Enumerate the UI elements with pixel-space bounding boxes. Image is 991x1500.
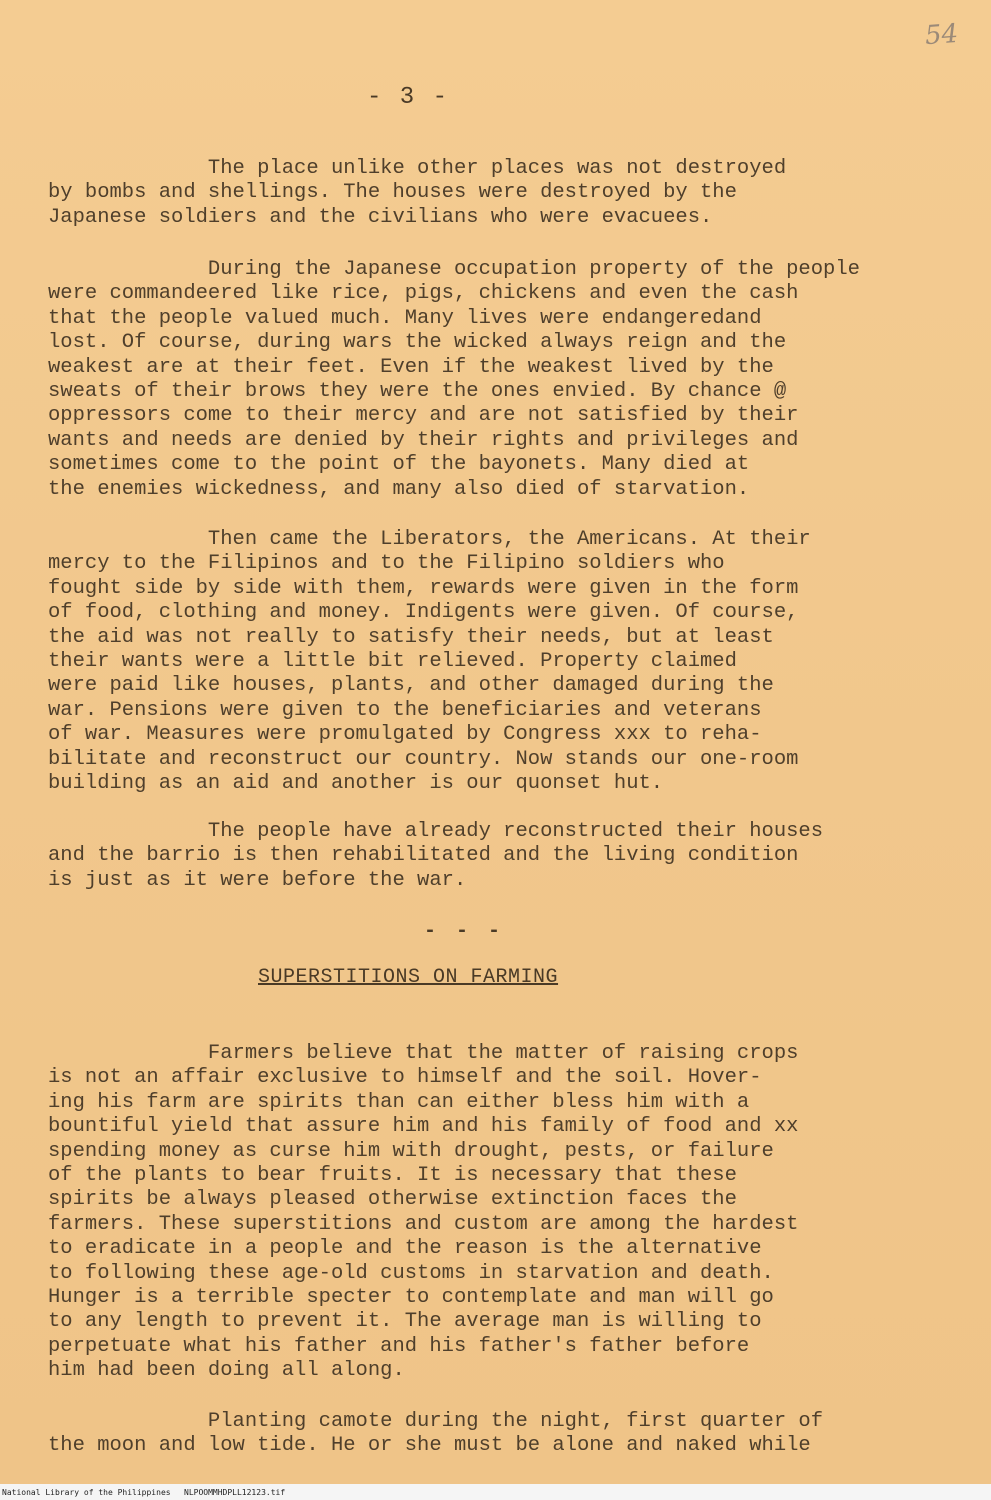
paragraph-occupation: During the Japanese occupation property of the people were commandeered like rice, pigs, chickens and even the cash that the people valued much. Many lives were endangeredand lost. Of course, during wars the wicked always reign and the weakest are at their feet. Even if the weakest lived by the sweats of their brows they were the ones envied. By chance @ oppressors come to their mercy and are not satisfied by their wants and needs are denied by their rights and privileges and sometimes come to the point of the bayonets. Many died at the enemies wickedness, and many also died of starvation.	[48, 258, 860, 501]
paragraph-rehabilitation: The people have already reconstructed their houses and the barrio is then rehabilitated and the living condition is just as it were before the war.	[48, 820, 824, 892]
paragraph-liberation: Then came the Liberators, the Americans. At their mercy to the Filipinos and to the Filipino soldiers who fought side by side with them, rewards were given in the form of food, clothing and money. Indigents were given. Of course, the aid was not really to satisfy their needs, but at least their wants were a little bit relieved. Property claimed were paid like houses, plants, and other damaged during the war. Pensions were given to the beneficiaries and veterans of war. Measures were promulgated by Congress xxx to reha- bilitate and reconstruct our country. Now stands our one-room building as an aid and another is our quonset hut.	[48, 528, 811, 796]
footer-institution: National Library of the Philippines	[2, 1488, 171, 1497]
section-divider: - - -	[424, 920, 505, 943]
footer-file-id: NLPOOMMHDPLL12123.tif	[184, 1488, 286, 1497]
section-heading: SUPERSTITIONS ON FARMING	[258, 966, 559, 989]
paragraph-planting-camote: Planting camote during the night, first quarter of the moon and low tide. He or she must be alone and naked while	[48, 1410, 824, 1458]
paragraph-farming-beliefs: Farmers believe that the matter of raising crops is not an affair exclusive to himself and the soil. Hover- ing his farm are spirits than can either bless him with a bountiful yield that assure him and his family of food and xx spending money as curse him with drought, pests, or failure of the plants to bear fruits. It is necessary that these spirits be always pleased otherwise extinction faces the farmers. These superstitions and custom are among the hardest to eradicate in a people and the reason is the alternative to following these age-old customs in starvation and death. Hunger is a terrible specter to contemplate and man will go to any length to prevent it. The average man is willing to perpetuate what his father and his father's father before him had been doing all along.	[48, 1042, 799, 1383]
handwritten-page-mark: 54	[923, 18, 960, 52]
page-number: - 3 -	[367, 84, 450, 111]
paragraph-destruction: The place unlike other places was not destroyed by bombs and shellings. The houses were destroyed by the Japanese soldiers and the civilians who were evacuees.	[48, 157, 787, 229]
